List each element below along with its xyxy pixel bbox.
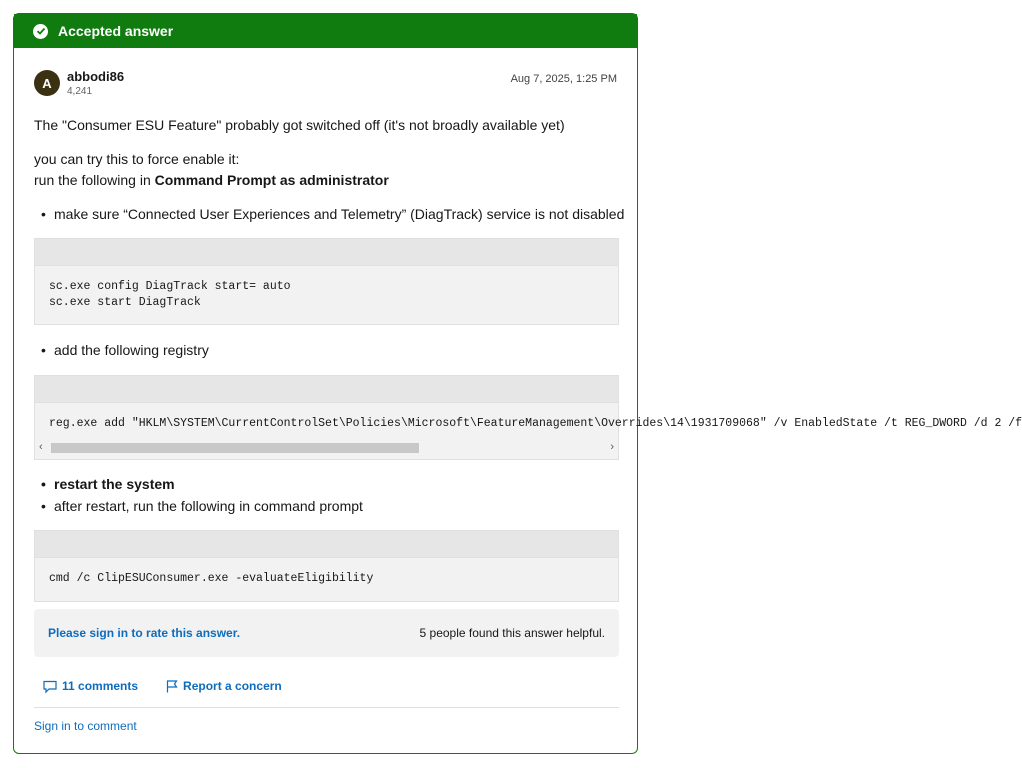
horizontal-scrollbar[interactable] — [35, 439, 618, 455]
divider — [34, 707, 619, 708]
code-block-1 — [34, 238, 619, 325]
bullet-3: • restart the system — [54, 474, 175, 494]
code-text-2[interactable]: reg.exe add "HKLM\SYSTEM\CurrentControlSet\Policies\Microsoft\FeatureManagement\Overrides\14\1931709068" /v EnabledState /t REG_DWORD /d 2 /f — [49, 417, 1022, 430]
report-label: Report a concern — [183, 679, 282, 693]
code-block-3 — [34, 530, 619, 602]
report-concern-button[interactable] — [166, 679, 282, 693]
bullet-2: • add the following registry — [54, 340, 209, 360]
comments-label: 11 comments — [62, 679, 139, 693]
flag-icon — [166, 680, 178, 693]
sign-in-to-rate-link[interactable]: Please sign in to rate this answer. — [48, 626, 241, 640]
comments-button[interactable] — [43, 679, 138, 693]
scrollbar-thumb[interactable] — [51, 443, 419, 453]
helpful-count: 5 people found this answer helpful. — [419, 626, 605, 640]
code-block-header — [35, 531, 618, 558]
avatar[interactable]: A — [34, 70, 60, 96]
code-block-header — [35, 239, 618, 266]
author-name[interactable]: abbodi86 — [67, 69, 125, 84]
code-block-header — [35, 376, 618, 403]
paragraph-2b-text: run the following in — [34, 172, 155, 188]
comment-icon — [43, 680, 57, 693]
author-block — [34, 70, 124, 100]
sign-in-to-comment-link[interactable]: Sign in to comment — [34, 719, 137, 733]
accepted-answer-header — [14, 14, 637, 48]
answer-date: Aug 7, 2025, 1:25 PM — [510, 73, 617, 85]
paragraph-2a: you can try this to force enable it: — [34, 151, 240, 167]
rating-bar — [34, 609, 619, 657]
check-circle-icon — [33, 24, 48, 39]
chevron-left-icon[interactable]: ‹ — [39, 441, 43, 453]
bullet-4: • after restart, run the following in command prompt — [54, 496, 363, 516]
paragraph-2b — [34, 170, 389, 190]
paragraph-1: The "Consumer ESU Feature" probably got switched off (it's not broadly available yet) — [34, 117, 565, 133]
answer-actions — [43, 679, 310, 693]
accepted-answer-card — [13, 13, 1022, 754]
chevron-right-icon[interactable]: › — [610, 441, 614, 453]
paragraph-2b-bold: Command Prompt as administrator — [154, 172, 389, 188]
code-text-1[interactable]: sc.exe config DiagTrack start= auto sc.exe start DiagTrack — [49, 280, 291, 309]
header-title: Accepted answer — [58, 23, 174, 39]
author-reputation: 4,241 — [67, 86, 93, 97]
code-text-3[interactable]: cmd /c ClipESUConsumer.exe -evaluateEligibility — [49, 572, 374, 585]
code-block-2 — [34, 375, 1022, 460]
bullet-1: • make sure “Connected User Experiences and Telemetry” (DiagTrack) service is not disabled — [54, 204, 624, 224]
